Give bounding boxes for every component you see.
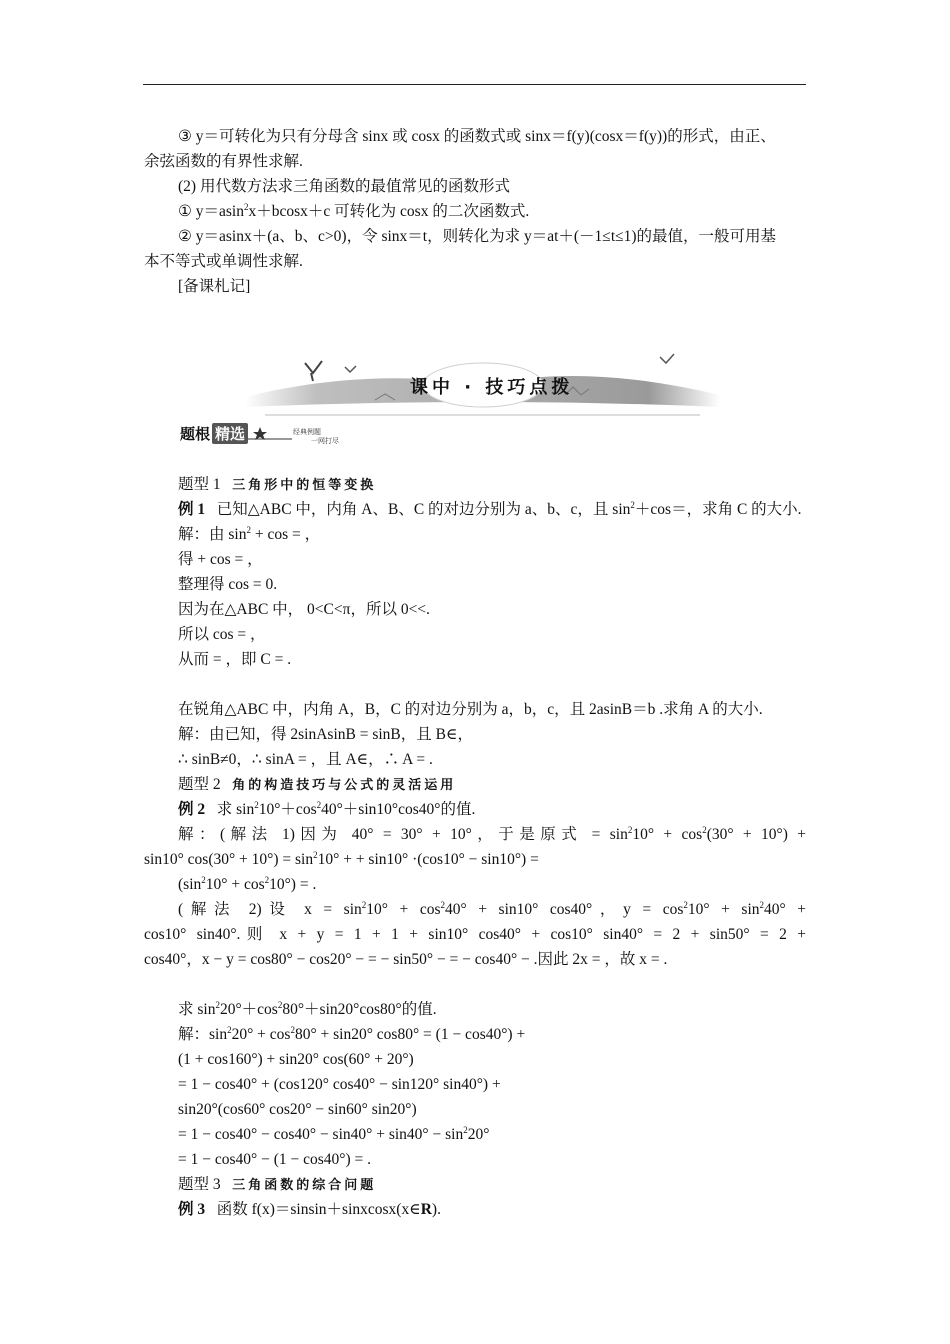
section-heading: 题型 2 角的构造技巧与公式的灵活运用 — [178, 776, 457, 793]
variant-line: 在锐角△ABC 中，内角 A，B，C 的对边分别为 a，b，c，且 2asinB＝b .求角 A 的大小. — [178, 701, 763, 718]
text-line: [备课札记] — [178, 278, 251, 295]
solution-line: 解：$\sin^220^\circ + \cos^280^\circ + \sin 20^\circ$ cos80° = (1 − cos40°) + — [178, 1025, 526, 1043]
variant-line: 求 $\sin^220^\circ+\cos^280^\circ+\sin 20^\circ\cos 80^\circ$的值. — [178, 1000, 437, 1018]
solution-line: 所以 cos = ， — [178, 626, 266, 643]
solution-line: ∴ sinB≠0，∴ sinA = ，且 A∈，∴ A = . — [178, 751, 433, 768]
example-line: 例 2 求 $\sin^210^\circ+\cos^240^\circ+\sin 10^\circ\cos 40^\circ$的值. — [178, 800, 476, 818]
star-icon — [248, 425, 292, 441]
tag-label: 题根 — [180, 424, 211, 443]
solution-line: = 1 − cos40° + (cos120° cos40° − sin120° sin40°) + — [178, 1076, 501, 1093]
text-line: 本不等式或单调性求解. — [144, 253, 303, 270]
solution-line: 因为在△ABC 中， 0<C<π，所以 0<<. — [178, 601, 430, 618]
text-line: ② y＝asinx＋(a、b、c>0)，令 sinx＝t，则转化为求 y＝at＋(－1≤t≤1)的最值，一般可用基 — [178, 228, 777, 245]
solution-line: sin20°(cos60° cos20° − sin60° sin20°) — [178, 1101, 417, 1118]
solution-line: 解：由 $\sin^2 + \cos$ = ， — [178, 525, 321, 543]
text-line: ③ y＝可转化为只有分母含 sinx 或 cosx 的函数式或 sinx＝f(y)(cosx＝f(y))的形式，由正、 — [178, 128, 776, 145]
banner-title: 课中 · 技巧点拨 — [410, 377, 574, 398]
example-line: 例 1 已知△ABC 中，内角 A、B、C 的对边分别为 a、b、c，且 $\sin^2+\cos=$，求角 C 的大小. — [178, 500, 802, 518]
section-heading: 题型 3 三角函数的综合问题 — [178, 1176, 377, 1193]
tag-subtitle: 经典例题 一网打尽 — [293, 428, 339, 445]
solution-line: sin10° $\cos(30^\circ + 10^\circ) = \sin^210^\circ$ + + sin10° ·(cos10° − sin10°) = — [144, 850, 539, 868]
solution-line: 解：(解法 1)因为 40° = 30° + 10°，于是原式 = $\sin^210^\circ + \cos^2(30^\circ + 10^\circ)$ + — [178, 825, 806, 843]
solution-line: 整理得 cos = 0. — [178, 576, 278, 593]
solution-line: (解法 2)设 $x = \sin^210^\circ + \cos^240^\circ + \sin 10^\circ$ cos40°，$y = \cos^210^\circ + \sin^240^\circ$ + — [178, 900, 806, 918]
example-line: 例 3 函数 f(x)＝sinsin＋sinxcosx(x∈R). — [178, 1201, 441, 1218]
text-line: ① y＝asin$^2$x＋bcosx＋c 可转化为 cosx 的二次函数式. — [178, 202, 530, 220]
solution-line: cos10° sin40°.则 x + y = 1 + 1 + sin10° cos40° + cos10° sin40° = 2 + sin50° = 2 + — [144, 926, 806, 943]
solution-line: 得 + cos = ， — [178, 551, 263, 568]
header-rule — [143, 84, 806, 85]
solution-line: = 1 − cos40° − (1 − cos40°) = . — [178, 1151, 372, 1168]
section-heading: 题型 1 三角形中的恒等变换 — [178, 476, 377, 493]
solution-line: cos40°，x − y = cos80° − cos20° − = − sin50° − = − cos40° − .因此 2x = ，故 x = . — [144, 951, 668, 968]
solution-line: 解：由已知，得 2sinAsinB = sinB，且 B∈， — [178, 726, 473, 743]
section-tag — [178, 423, 292, 443]
solution-line: (1 + cos160°) + sin20° cos(60° + 20°) — [178, 1051, 414, 1068]
solution-line: $(\sin^210^\circ + \cos^210^\circ)$ = . — [178, 875, 317, 893]
tag-label-highlight: 精选 — [212, 423, 248, 444]
solution-line: 从而 = ，即 C = . — [178, 651, 292, 668]
solution-line: = $1 - \cos 40^\circ - \cos 40^\circ - \sin 40^\circ + \sin 40^\circ - \sin^220^\circ$ — [178, 1125, 490, 1143]
text-line: (2) 用代数方法求三角函数的最值常见的函数形式 — [178, 178, 510, 195]
text-line: 余弦函数的有界性求解. — [144, 153, 303, 170]
